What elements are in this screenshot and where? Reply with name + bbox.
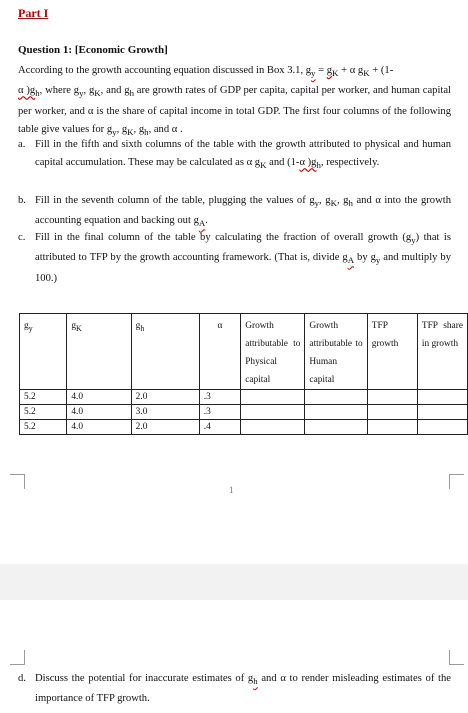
question-title: Question 1: [Economic Growth] xyxy=(18,44,168,56)
item-a: a. Fill in the fifth and sixth columns of the table with the growth attributed to physical and human capital accumulation. These may be calculated as α $g_K$ and (1-α )$g_h$, respectively. xyxy=(18,139,451,171)
intro-paragraph: According to the growth accounting equation discussed in Box 3.1, $g_y = g_K + \alpha$ $g_K + (1-$ α )$g_h$, where $g_y$, $g_K$, and $g_h$ are growth rates of GDP per capita, capital per worker, and human capital per worker, and α is the share of capital income in total GDP. The first four columns of the following table give values for $g_y$, $g_K$, $g_h$, and α . xyxy=(18,65,452,137)
blank-cell[interactable] xyxy=(417,405,467,420)
item-b: b. Fill in the seventh column of the table, plugging the values of $g_y$, $g_K$, $g_h$ and α into the growth accounting equation and backing out $g_A$. xyxy=(18,195,451,229)
growth-table xyxy=(19,313,468,435)
blank-cell[interactable] xyxy=(367,420,417,435)
blank-cell[interactable] xyxy=(305,405,367,420)
header-alpha: α xyxy=(199,314,240,390)
header-human: Growth attributable to Human capital xyxy=(305,314,367,390)
item-c: c. Fill in the final column of the table by calculating the fraction of overall growth $(g_y)$ that is attributed to TFP by the growth accounting framework. (That is, divide $g_A$ by $g_y$ and multiply by 100.) xyxy=(18,232,452,284)
header-tfp: TFP growth xyxy=(367,314,417,390)
header-gy: $g_y$ xyxy=(20,314,67,390)
margin-corner-mark xyxy=(449,474,464,489)
blank-cell[interactable] xyxy=(417,390,467,405)
margin-corner-mark xyxy=(10,650,25,665)
part-heading: Part I xyxy=(18,6,49,20)
table-row: 5.2 4.0 3.0 .3 xyxy=(20,405,468,420)
blank-cell[interactable] xyxy=(367,405,417,420)
blank-cell[interactable] xyxy=(305,390,367,405)
header-gh: $g_h$ xyxy=(131,314,199,390)
blank-cell[interactable] xyxy=(367,390,417,405)
header-gk: $g_K$ xyxy=(67,314,131,390)
header-tfp-share: TFP share in growth xyxy=(417,314,467,390)
item-d: d. Discuss the potential for inaccurate estimates of $g_h$ and α to render misleading estimates of the importance of TFP growth. xyxy=(18,673,451,705)
header-physical: Growth attributable to Physical capital xyxy=(241,314,305,390)
blank-cell[interactable] xyxy=(241,405,305,420)
page-gap xyxy=(0,564,468,600)
blank-cell[interactable] xyxy=(417,420,467,435)
table-row: 5.2 4.0 2.0 .4 xyxy=(20,420,468,435)
page-number: 1 xyxy=(229,485,234,495)
table-header-row xyxy=(20,314,468,390)
blank-cell[interactable] xyxy=(241,390,305,405)
margin-corner-mark xyxy=(449,650,464,665)
table-row: 5.2 4.0 2.0 .3 xyxy=(20,390,468,405)
blank-cell[interactable] xyxy=(305,420,367,435)
margin-corner-mark xyxy=(10,474,25,489)
blank-cell[interactable] xyxy=(241,420,305,435)
